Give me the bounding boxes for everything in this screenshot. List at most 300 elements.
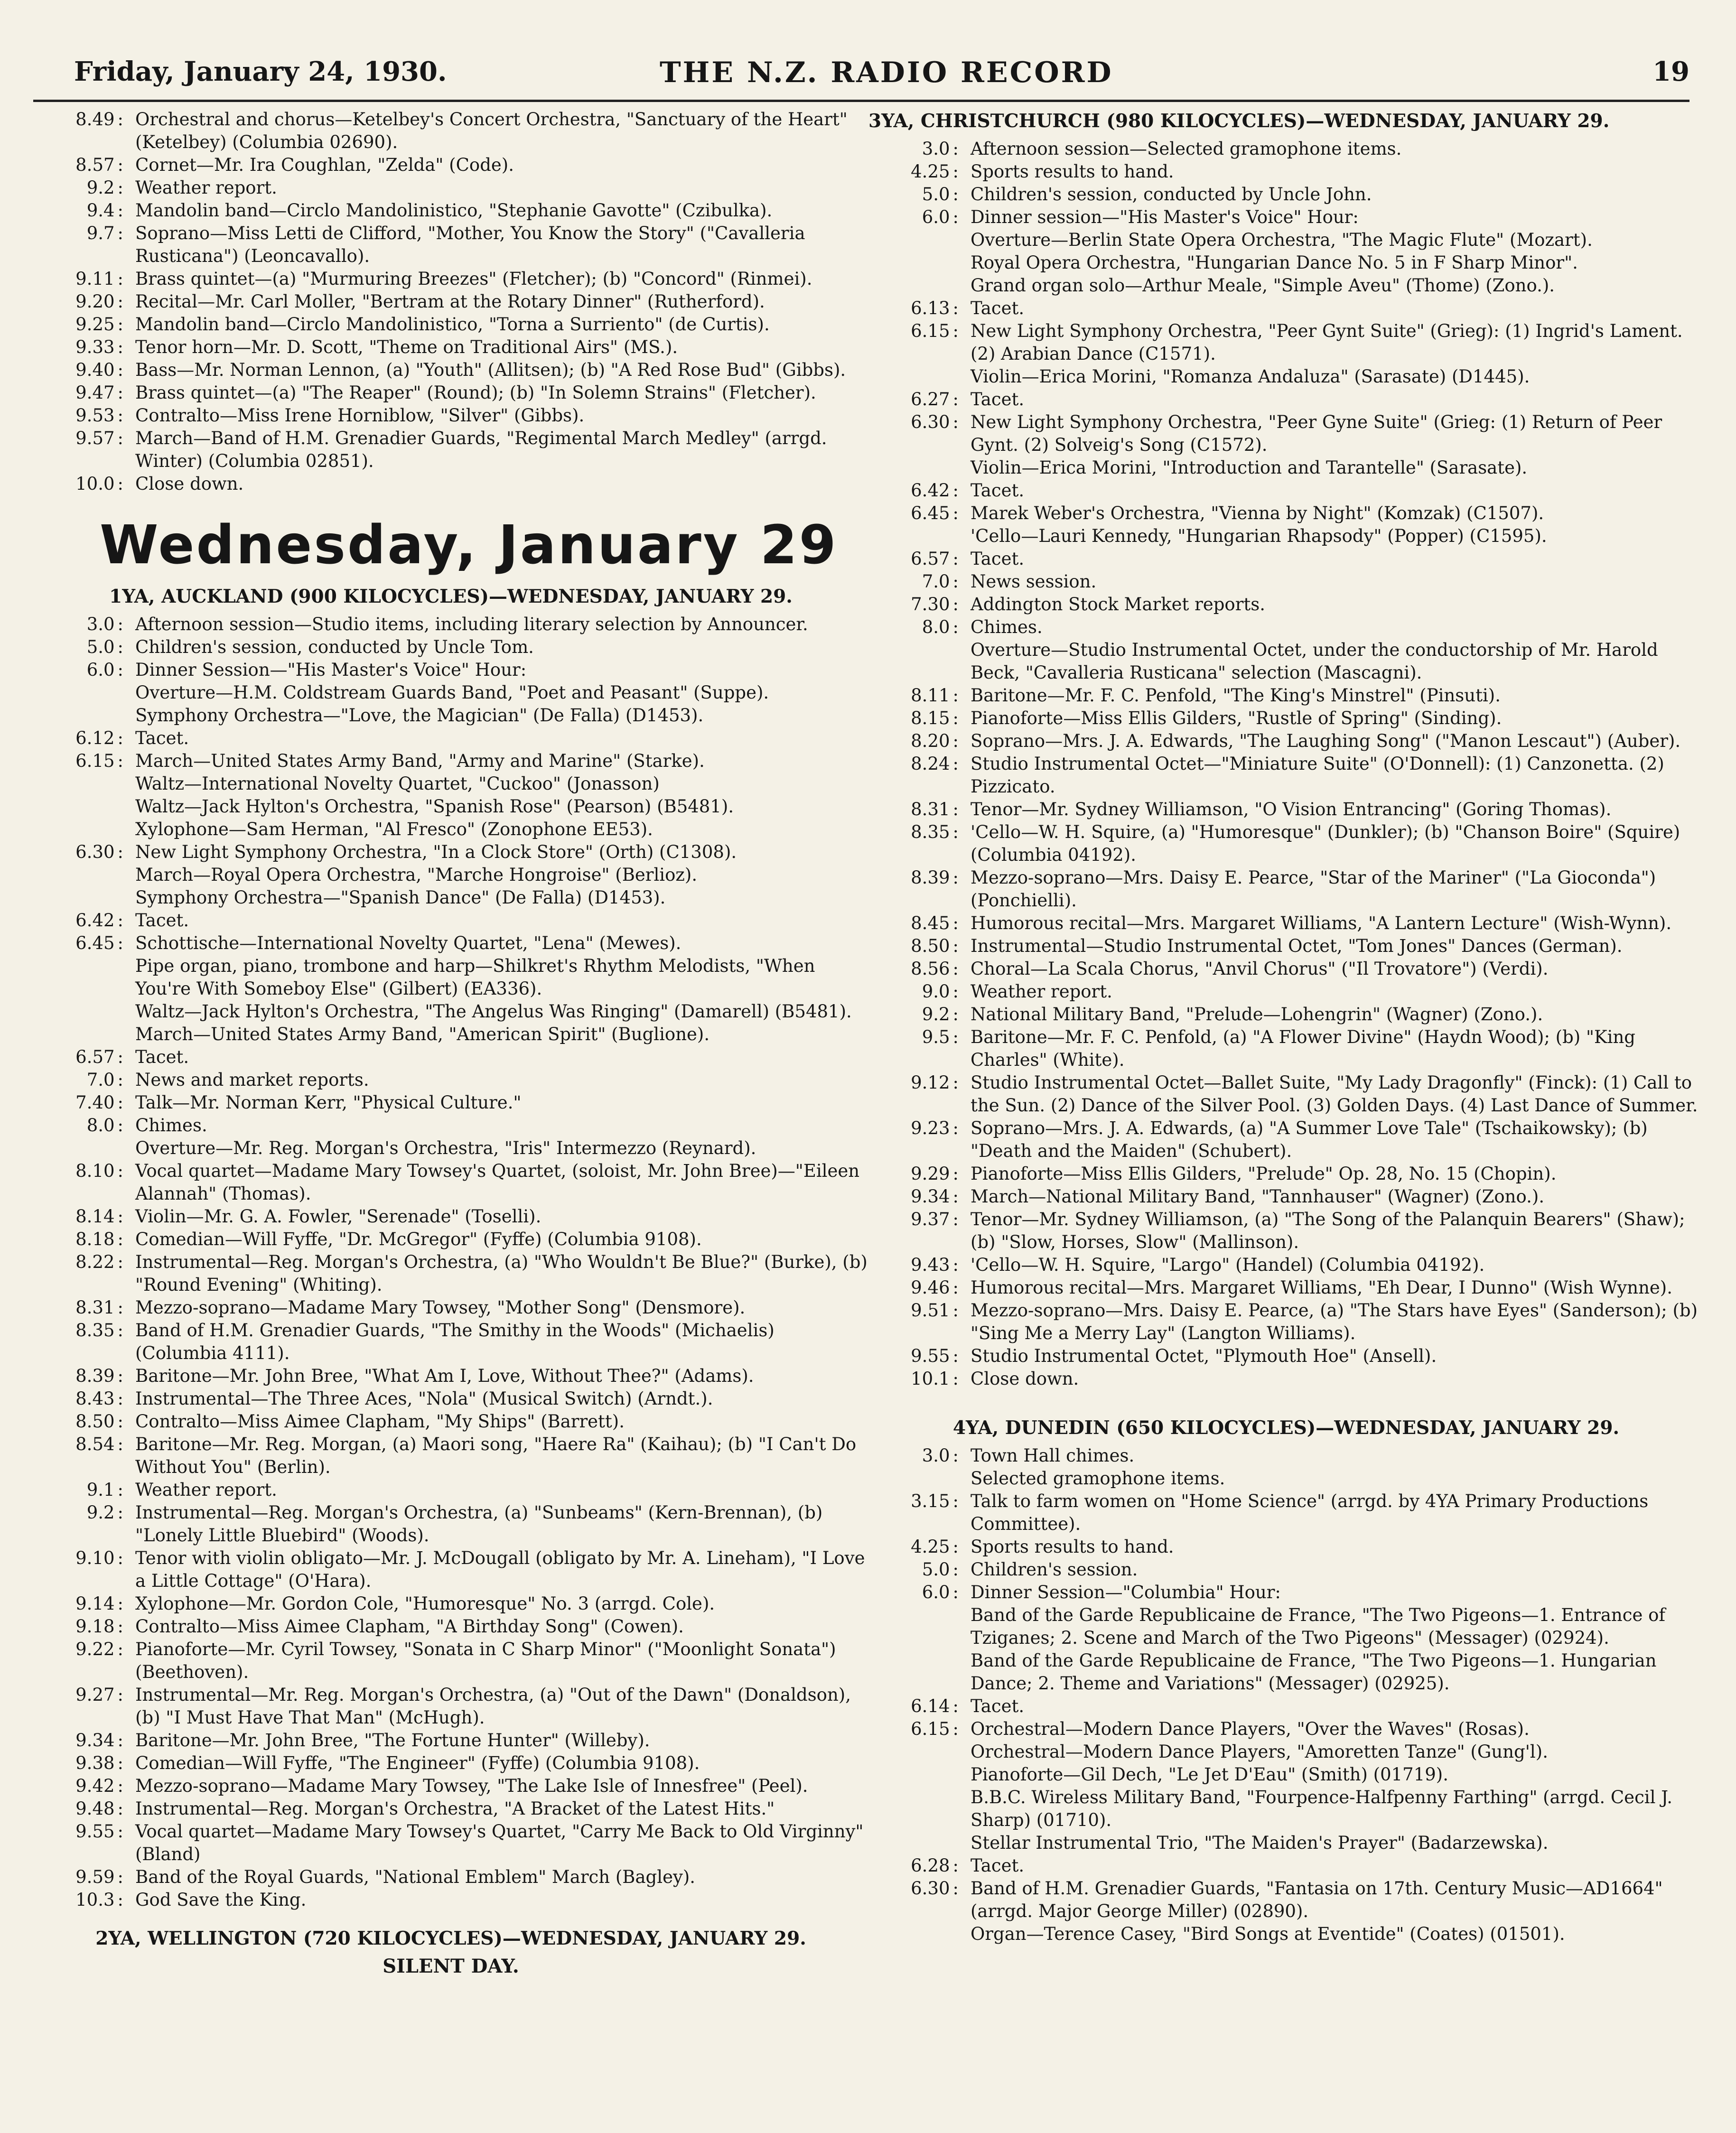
programme-entry — [33, 336, 868, 359]
entry-time: 9.38 : — [33, 1752, 123, 1775]
programme-entry — [868, 1345, 1704, 1368]
programme-entry — [33, 1205, 868, 1228]
entry-subitem: Band of the Garde Republicaine de France, "The Two Pigeons—1. Hungarian Dance; 2. Theme and Variations" (Messager) (02925). — [971, 1650, 1657, 1694]
entry-time: 8.14 : — [33, 1205, 123, 1228]
programme-entry — [33, 1091, 868, 1114]
entry-text: Comedian—Will Fyffe, "The Engineer" (Fyffe) (Columbia 9108). — [135, 1753, 700, 1773]
entry-text: Children's session, conducted by Uncle John. — [971, 184, 1372, 205]
entry-text: Brass quintet—(a) "The Reaper" (Round); (b) "In Solemn Strains" (Fletcher). — [135, 382, 816, 403]
programme-entry — [33, 1251, 868, 1296]
entry-time: 6.13 : — [868, 297, 959, 320]
programme-entry — [868, 411, 1704, 479]
entry-subitem: Overture—H.M. Coldstream Guards Band, "Poet and Peasant" (Suppe). — [135, 682, 769, 703]
entry-time: 6.0 : — [33, 659, 123, 681]
entry-text: Close down. — [135, 474, 244, 494]
entry-time: 10.1 : — [868, 1368, 959, 1390]
entry-time: 8.50 : — [33, 1410, 123, 1433]
programme-entry — [868, 297, 1704, 320]
entry-time: 7.0 : — [868, 570, 959, 593]
entry-time: 6.57 : — [868, 548, 959, 570]
entry-time: 6.15 : — [868, 320, 959, 343]
entry-time: 5.0 : — [33, 636, 123, 659]
entry-subitem: Pianoforte—Gil Dech, "Le Jet D'Eau" (Smith) (01719). — [971, 1764, 1448, 1785]
programme-entry — [33, 1684, 868, 1729]
entry-subitem: Violin—Erica Morini, "Introduction and Tarantelle" (Sarasate). — [971, 457, 1528, 478]
entry-text: 'Cello—W. H. Squire, "Largo" (Handel) (Columbia 04192). — [971, 1255, 1485, 1275]
entry-subitem: Violin—Erica Morini, "Romanza Andaluza" (Sarasate) (D1445). — [971, 366, 1530, 387]
entry-time: 9.7 : — [33, 222, 123, 245]
entry-time: 3.0 : — [868, 1444, 959, 1467]
entry-text: Baritone—Mr. Reg. Morgan, (a) Maori song, "Haere Ra" (Kaihau); (b) "I Can't Do Without You" (Berlin). — [135, 1434, 857, 1477]
entry-subitem: Xylophone—Sam Herman, "Al Fresco" (Zonophone EE53). — [135, 819, 653, 839]
entry-subitem: Pipe organ, piano, trombone and harp—Shilkret's Rhythm Melodists, "When You're With Someboy Else" (Gilbert) (EA336). — [135, 956, 815, 999]
entry-subitem: March—Royal Opera Orchestra, "Marche Hongroise" (Berlioz). — [135, 865, 698, 885]
programme-entry — [33, 290, 868, 313]
programme-entry — [868, 138, 1704, 160]
programme-entry — [868, 1877, 1704, 1946]
entry-text: Tacet. — [135, 910, 189, 931]
entry-time: 9.10 : — [33, 1547, 123, 1570]
entry-text: Mandolin band—Circlo Mandolinistico, "Torna a Surriento" (de Curtis). — [135, 314, 770, 335]
entry-text: Tacet. — [135, 728, 189, 748]
programme-entry — [868, 1490, 1704, 1536]
entry-text: Orchestral—Modern Dance Players, "Over the Waves" (Rosas). — [971, 1719, 1530, 1739]
programme-entry — [33, 1775, 868, 1798]
entry-text: Baritone—Mr. F. C. Penfold, "The King's Minstrel" (Pinsuti). — [971, 685, 1501, 706]
entry-time: 9.37 : — [868, 1208, 959, 1231]
programme-entry — [868, 1003, 1704, 1026]
entry-time: 6.0 : — [868, 1581, 959, 1604]
entry-text: Instrumental—The Three Aces, "Nola" (Musical Switch) (Arndt.). — [135, 1388, 713, 1409]
entry-text: Vocal quartet—Madame Mary Towsey's Quartet, "Carry Me Back to Old Virginny" (Bland) — [135, 1821, 864, 1864]
entry-time: 7.40 : — [33, 1091, 123, 1114]
programme-entry — [33, 1889, 868, 1911]
programme-entry — [33, 1069, 868, 1091]
programme-entry — [33, 1798, 868, 1820]
entry-time: 8.0 : — [33, 1114, 123, 1137]
entry-time: 9.29 : — [868, 1163, 959, 1185]
entry-time: 10.3 : — [33, 1889, 123, 1911]
programme-entry — [868, 980, 1704, 1003]
programme-entry — [868, 1536, 1704, 1558]
entry-text: Dinner Session—"Columbia" Hour: — [971, 1582, 1281, 1602]
entry-text: Instrumental—Reg. Morgan's Orchestra, (a) "Who Wouldn't Be Blue?" (Burke), (b) "Round Evening" (Whiting). — [135, 1252, 868, 1295]
left-column — [33, 108, 868, 1977]
programme-entry — [33, 1365, 868, 1388]
entry-text: Soprano—Mrs. J. A. Edwards, (a) "A Summer Love Tale" (Tschaikowsky); (b) "Death and the Maiden" (Schubert). — [971, 1118, 1648, 1161]
entry-time: 9.51 : — [868, 1299, 959, 1322]
entry-time: 8.35 : — [868, 821, 959, 844]
programme-entry — [33, 359, 868, 382]
entry-text: Chimes. — [135, 1115, 207, 1136]
entry-time: 9.1 : — [33, 1479, 123, 1501]
auckland-programme-list — [33, 613, 868, 1911]
entry-time: 8.10 : — [33, 1160, 123, 1183]
programme-entry — [33, 1160, 868, 1205]
entry-text: Studio Instrumental Octet, "Plymouth Hoe" (Ansell). — [971, 1346, 1437, 1366]
entry-time: 9.2 : — [33, 1501, 123, 1524]
entry-text: Tacet. — [971, 389, 1025, 410]
programme-entry — [868, 912, 1704, 935]
programme-entry — [868, 1299, 1704, 1345]
entry-time: 9.23 : — [868, 1117, 959, 1140]
entry-time: 8.39 : — [868, 866, 959, 889]
page-header — [33, 56, 1689, 94]
programme-entry — [868, 206, 1704, 297]
entry-text: Baritone—Mr. John Bree, "What Am I, Love, Without Thee?" (Adams). — [135, 1366, 754, 1386]
christchurch-programme-list — [868, 138, 1704, 1390]
programme-entry — [33, 1479, 868, 1501]
programme-entry — [868, 570, 1704, 593]
right-column — [868, 108, 1704, 1946]
entry-text: Pianoforte—Miss Ellis Gilders, "Prelude" Op. 28, No. 15 (Chopin). — [971, 1164, 1557, 1184]
entry-time: 9.43 : — [868, 1254, 959, 1276]
entry-time: 6.45 : — [33, 932, 123, 955]
entry-text: Tenor—Mr. Sydney Williamson, "O Vision Entrancing" (Goring Thomas). — [971, 799, 1612, 820]
programme-entry — [33, 932, 868, 1046]
entry-time: 9.25 : — [33, 313, 123, 336]
station-heading-auckland: 1YA, AUCKLAND (900 KILOCYCLES)—WEDNESDAY, JANUARY 29. — [109, 586, 793, 607]
programme-entry — [868, 684, 1704, 707]
entry-text: Humorous recital—Mrs. Margaret Williams, "Eh Dear, I Dunno" (Wish Wynne). — [971, 1277, 1673, 1298]
entry-subitem: Orchestral—Modern Dance Players, "Amoretten Tanze" (Gung'l). — [971, 1742, 1548, 1762]
entry-time: 9.55 : — [868, 1345, 959, 1368]
entry-time: 8.56 : — [868, 958, 959, 980]
entry-time: 9.33 : — [33, 336, 123, 359]
entry-text: Mezzo-soprano—Madame Mary Towsey, "The Lake Isle of Innesfree" (Peel). — [135, 1776, 808, 1796]
entry-time: 6.28 : — [868, 1854, 959, 1877]
entry-time: 6.15 : — [33, 750, 123, 773]
entry-subitem: Symphony Orchestra—"Love, the Magician" (De Falla) (D1453). — [135, 705, 704, 726]
programme-entry — [868, 593, 1704, 616]
programme-entry — [33, 1729, 868, 1752]
programme-entry — [868, 821, 1704, 866]
header-rule — [33, 100, 1689, 102]
entry-text: 'Cello—W. H. Squire, (a) "Humoresque" (Dunkler); (b) "Chanson Boire" (Squire) (Columbia 04192). — [971, 822, 1680, 865]
entry-text: News and market reports. — [135, 1070, 369, 1090]
entry-time: 9.22 : — [33, 1638, 123, 1661]
entry-time: 8.24 : — [868, 753, 959, 775]
programme-entry — [33, 1046, 868, 1069]
entry-subitem: B.B.C. Wireless Military Band, "Fourpence-Halfpenny Farthing" (arrgd. Cecil J. Sharp) (01710). — [971, 1787, 1672, 1830]
entry-time: 7.30 : — [868, 593, 959, 616]
entry-subitem: Royal Opera Orchestra, "Hungarian Dance No. 5 in F Sharp Minor". — [971, 252, 1578, 273]
entry-time: 9.42 : — [33, 1775, 123, 1798]
entry-text: Sports results to hand. — [971, 1537, 1174, 1557]
programme-entry — [33, 427, 868, 473]
entry-time: 6.30 : — [868, 1877, 959, 1900]
entry-text: Instrumental—Reg. Morgan's Orchestra, "A Bracket of the Latest Hits." — [135, 1798, 775, 1819]
entry-text: Mezzo-soprano—Madame Mary Towsey, "Mother Song" (Densmore). — [135, 1297, 746, 1318]
entry-text: Studio Instrumental Octet—"Miniature Suite" (O'Donnell): (1) Canzonetta. (2) Pizzicato. — [971, 754, 1664, 797]
entry-time: 6.27 : — [868, 388, 959, 411]
entry-time: 9.11 : — [33, 268, 123, 290]
programme-entry — [33, 382, 868, 404]
programme-entry — [868, 1254, 1704, 1276]
entry-time: 8.31 : — [33, 1296, 123, 1319]
entry-time: 9.14 : — [33, 1593, 123, 1615]
entry-text: God Save the King. — [135, 1890, 307, 1910]
programme-entry — [868, 183, 1704, 206]
entry-text: Band of H.M. Grenadier Guards, "The Smithy in the Woods" (Michaelis) (Columbia 4111). — [135, 1320, 775, 1363]
programme-entry — [33, 1866, 868, 1889]
entry-subitem: 'Cello—Lauri Kennedy, "Hungarian Rhapsody" (Popper) (C1595). — [971, 526, 1547, 546]
entry-time: 9.40 : — [33, 359, 123, 382]
entry-text: Sports results to hand. — [971, 161, 1174, 182]
entry-text: News session. — [971, 571, 1097, 592]
entry-text: Tacet. — [135, 1047, 189, 1067]
programme-entry — [33, 404, 868, 427]
entry-text: March—United States Army Band, "Army and Marine" (Starke). — [135, 751, 705, 771]
entry-text: Mandolin band—Circlo Mandolinistico, "Stephanie Gavotte" (Czibulka). — [135, 200, 773, 221]
entry-time: 8.57 : — [33, 154, 123, 177]
entry-text: New Light Symphony Orchestra, "Peer Gyne Suite" (Grieg: (1) Return of Peer Gynt. (2) Solveig's Song (C1572). — [971, 412, 1662, 455]
entry-time: 6.42 : — [33, 909, 123, 932]
programme-entry — [33, 1615, 868, 1638]
entry-time: 6.45 : — [868, 502, 959, 525]
programme-entry — [868, 1558, 1704, 1581]
entry-subitem: March—United States Army Band, "American Spirit" (Buglione). — [135, 1024, 710, 1044]
entry-text: Cornet—Mr. Ira Coughlan, "Zelda" (Code). — [135, 155, 514, 175]
programme-entry — [33, 1752, 868, 1775]
entry-text: Schottische—International Novelty Quartet, "Lena" (Mewes). — [135, 933, 681, 953]
programme-entry — [33, 1820, 868, 1866]
entry-time: 8.22 : — [33, 1251, 123, 1274]
programme-entry — [868, 1581, 1704, 1695]
programme-entry — [868, 1368, 1704, 1390]
entry-text: Vocal quartet—Madame Mary Towsey's Quartet, (soloist, Mr. John Bree)—"Eileen Alannah" (Thomas). — [135, 1161, 860, 1204]
entry-subitem: Overture—Berlin State Opera Orchestra, "The Magic Flute" (Mozart). — [971, 230, 1593, 250]
entry-time: 5.0 : — [868, 1558, 959, 1581]
entry-text: Contralto—Miss Irene Horniblow, "Silver" (Gibbs). — [135, 405, 585, 426]
entry-time: 9.55 : — [33, 1820, 123, 1843]
programme-entry — [33, 1296, 868, 1319]
entry-text: Soprano—Mrs. J. A. Edwards, "The Laughing Song" ("Manon Lescaut") (Auber). — [971, 731, 1681, 751]
entry-time: 9.18 : — [33, 1615, 123, 1638]
entry-text: Tacet. — [971, 480, 1025, 501]
entry-time: 8.0 : — [868, 616, 959, 639]
entry-text: Close down. — [971, 1369, 1079, 1389]
entry-time: 9.20 : — [33, 290, 123, 313]
entry-text: Baritone—Mr. John Bree, "The Fortune Hunter" (Willeby). — [135, 1730, 650, 1751]
programme-entry — [33, 613, 868, 636]
entry-time: 9.4 : — [33, 199, 123, 222]
dunedin-programme-list — [868, 1444, 1704, 1946]
entry-text: Town Hall chimes. — [971, 1445, 1135, 1466]
programme-entry — [33, 1410, 868, 1433]
entry-text: Humorous recital—Mrs. Margaret Williams, "A Lantern Lecture" (Wish-Wynn). — [971, 913, 1672, 933]
entry-text: Mezzo-soprano—Mrs. Daisy E. Pearce, "Star of the Mariner" ("La Gioconda") (Ponchielli). — [971, 867, 1656, 911]
entry-text: Recital—Mr. Carl Moller, "Bertram at the Rotary Dinner" (Rutherford). — [135, 291, 765, 312]
entry-time: 8.54 : — [33, 1433, 123, 1456]
programme-entry — [33, 473, 868, 495]
entry-text: Tenor—Mr. Sydney Williamson, (a) "The Song of the Palanquin Bearers" (Shaw); (b) "Slow, Horses, Slow" (Mallinson). — [971, 1209, 1685, 1252]
entry-time: 3.0 : — [33, 613, 123, 636]
programme-entry — [33, 108, 868, 154]
entry-time: 6.12 : — [33, 727, 123, 750]
entry-time: 10.0 : — [33, 473, 123, 495]
entry-text: Contralto—Miss Aimee Clapham, "My Ships" (Barrett). — [135, 1411, 625, 1432]
entry-text: Instrumental—Reg. Morgan's Orchestra, (a) "Sunbeams" (Kern-Brennan), (b) "Lonely Little Bluebird" (Woods). — [135, 1502, 823, 1546]
entry-time: 9.34 : — [33, 1729, 123, 1752]
entry-time: 9.2 : — [33, 177, 123, 199]
entry-time: 9.5 : — [868, 1026, 959, 1049]
entry-time: 9.47 : — [33, 382, 123, 404]
entry-text: Band of H.M. Grenadier Guards, "Fantasia on 17th. Century Music—AD1664" (arrgd. Major George Miller) (02890). — [971, 1878, 1663, 1921]
entry-subitem: Waltz—Jack Hylton's Orchestra, "Spanish Rose" (Pearson) (B5481). — [135, 796, 734, 817]
programme-entry — [868, 502, 1704, 548]
entry-text: Talk—Mr. Norman Kerr, "Physical Culture." — [135, 1092, 522, 1113]
entry-time: 8.39 : — [33, 1365, 123, 1388]
programme-entry — [868, 320, 1704, 388]
programme-entry — [868, 1026, 1704, 1071]
entry-time: 8.11 : — [868, 684, 959, 707]
programme-entry — [868, 707, 1704, 730]
entry-subitem: Organ—Terence Casey, "Bird Songs at Eventide" (Coates) (01501). — [971, 1924, 1565, 1944]
programme-entry — [33, 636, 868, 659]
entry-time: 9.27 : — [33, 1684, 123, 1706]
entry-subitem: Stellar Instrumental Trio, "The Maiden's Prayer" (Badarzewska). — [971, 1833, 1549, 1853]
programme-entry — [33, 727, 868, 750]
entry-subitem: Grand organ solo—Arthur Meale, "Simple Aveu" (Thome) (Zono.). — [971, 275, 1555, 296]
entry-time: 8.18 : — [33, 1228, 123, 1251]
entry-time: 9.34 : — [868, 1185, 959, 1208]
entry-time: 6.15 : — [868, 1718, 959, 1741]
entry-time: 6.14 : — [868, 1695, 959, 1718]
entry-time: 7.0 : — [33, 1069, 123, 1091]
programme-entry — [868, 1071, 1704, 1117]
programme-entry — [33, 1593, 868, 1615]
entry-text: Instrumental—Mr. Reg. Morgan's Orchestra, (a) "Out of the Dawn" (Donaldson), (b) "I Must Have That Man" (McHugh). — [135, 1685, 851, 1728]
entry-text: Xylophone—Mr. Gordon Cole, "Humoresque" No. 3 (arrgd. Cole). — [135, 1593, 715, 1614]
programme-entry — [868, 160, 1704, 183]
programme-entry — [868, 798, 1704, 821]
entry-time: 8.43 : — [33, 1388, 123, 1410]
entry-text: Tacet. — [971, 298, 1025, 318]
programme-entry — [868, 1163, 1704, 1185]
programme-entry — [33, 1638, 868, 1684]
entry-subitem: Waltz—Jack Hylton's Orchestra, "The Angelus Was Ringing" (Damarell) (B5481). — [135, 1001, 852, 1022]
programme-entry — [33, 841, 868, 909]
programme-entry — [33, 1501, 868, 1547]
programme-entry — [33, 154, 868, 177]
previous-programme-list — [33, 108, 868, 495]
entry-time: 9.59 : — [33, 1866, 123, 1889]
entry-subitem: Symphony Orchestra—"Spanish Dance" (De Falla) (D1453). — [135, 887, 666, 908]
programme-entry — [33, 313, 868, 336]
entry-time: 8.45 : — [868, 912, 959, 935]
programme-entry — [868, 753, 1704, 798]
issue-date: Friday, January 24, 1930. — [74, 56, 447, 87]
station-heading-christchurch: 3YA, CHRISTCHURCH (980 KILOCYCLES)—WEDNESDAY, JANUARY 29. — [868, 110, 1610, 132]
programme-entry — [33, 1319, 868, 1365]
entry-time: 9.12 : — [868, 1071, 959, 1094]
programme-entry — [33, 1433, 868, 1479]
programme-entry — [868, 388, 1704, 411]
entry-text: Weather report. — [135, 1480, 277, 1500]
entry-time: 8.49 : — [33, 108, 123, 131]
entry-time: 9.0 : — [868, 980, 959, 1003]
entry-text: Violin—Mr. G. A. Fowler, "Serenade" (Toselli). — [135, 1206, 541, 1227]
entry-text: Children's session, conducted by Uncle Tom. — [135, 637, 534, 657]
entry-time: 4.25 : — [868, 160, 959, 183]
programme-entry — [868, 1185, 1704, 1208]
entry-time: 6.30 : — [868, 411, 959, 434]
programme-entry — [33, 1388, 868, 1410]
entry-text: Pianoforte—Mr. Cyril Towsey, "Sonata in C Sharp Minor" ("Moonlight Sonata") (Beethoven). — [135, 1639, 836, 1682]
programme-entry — [868, 1718, 1704, 1854]
station-heading-wellington: 2YA, WELLINGTON (720 KILOCYCLES)—WEDNESDAY, JANUARY 29. — [95, 1928, 806, 1949]
entry-text: Weather report. — [135, 177, 277, 198]
programme-entry — [868, 479, 1704, 502]
programme-entry — [868, 1276, 1704, 1299]
entry-subitem: Band of the Garde Republicaine de France, "The Two Pigeons—1. Entrance of Tziganes; 2. Scene and March of the Two Pigeons" (Messager) (02924). — [971, 1605, 1666, 1648]
day-banner: Wednesday, January 29 — [100, 514, 838, 576]
programme-entry — [868, 548, 1704, 570]
programme-entry — [868, 1695, 1704, 1718]
entry-subitem: Overture—Mr. Reg. Morgan's Orchestra, "Iris" Intermezzo (Reynard). — [135, 1138, 756, 1158]
programme-entry — [33, 199, 868, 222]
entry-time: 9.46 : — [868, 1276, 959, 1299]
programme-entry — [33, 909, 868, 932]
entry-text: Choral—La Scala Chorus, "Anvil Chorus" ("Il Trovatore") (Verdi). — [971, 959, 1549, 979]
entry-time: 4.25 : — [868, 1536, 959, 1558]
entry-text: Addington Stock Market reports. — [971, 594, 1265, 615]
entry-text: Afternoon session—Selected gramophone items. — [971, 139, 1402, 159]
programme-entry — [868, 1208, 1704, 1254]
entry-time: 9.48 : — [33, 1798, 123, 1820]
entry-time: 8.31 : — [868, 798, 959, 821]
programme-entry — [33, 268, 868, 290]
programme-entry — [868, 935, 1704, 958]
publication-title: THE N.Z. RADIO RECORD — [660, 56, 1113, 89]
entry-time: 9.53 : — [33, 404, 123, 427]
entry-text: Comedian—Will Fyffe, "Dr. McGregor" (Fyffe) (Columbia 9108). — [135, 1229, 702, 1249]
entry-time: 6.30 : — [33, 841, 123, 864]
entry-text: Tacet. — [971, 1696, 1025, 1716]
entry-subitem: Waltz—International Novelty Quartet, "Cuckoo" (Jonasson) — [135, 773, 660, 794]
entry-text: National Military Band, "Prelude—Lohengrin" (Wagner) (Zono.). — [971, 1004, 1543, 1025]
entry-text: Mezzo-soprano—Mrs. Daisy E. Pearce, (a) "The Stars have Eyes" (Sanderson); (b) "Sing Me a Merry Lay" (Langton Williams). — [971, 1300, 1698, 1343]
programme-entry — [868, 1854, 1704, 1877]
programme-entry — [33, 177, 868, 199]
entry-time: 9.2 : — [868, 1003, 959, 1026]
programme-entry — [868, 958, 1704, 980]
programme-entry — [33, 1228, 868, 1251]
entry-time: 6.57 : — [33, 1046, 123, 1069]
entry-time: 6.42 : — [868, 479, 959, 502]
entry-text: Talk to farm women on "Home Science" (arrgd. by 4YA Primary Productions Committee). — [971, 1491, 1649, 1534]
entry-subitem: Overture—Studio Instrumental Octet, under the conductorship of Mr. Harold Beck, "Cavalleria Rusticana" selection (Mascagni). — [971, 640, 1658, 683]
entry-text: Band of the Royal Guards, "National Emblem" March (Bagley). — [135, 1867, 696, 1887]
entry-text: Weather report. — [971, 981, 1112, 1002]
entry-time: 8.50 : — [868, 935, 959, 958]
programme-entry — [33, 659, 868, 727]
entry-time: 9.57 : — [33, 427, 123, 450]
entry-text: Tenor with violin obligato—Mr. J. McDougall (obligato by Mr. A. Lineham), "I Love a Little Cottage" (O'Hara). — [135, 1548, 865, 1591]
entry-text: Contralto—Miss Aimee Clapham, "A Birthday Song" (Cowen). — [135, 1616, 684, 1637]
entry-time: 3.0 : — [868, 138, 959, 160]
entry-time: 8.15 : — [868, 707, 959, 730]
entry-text: Brass quintet—(a) "Murmuring Breezes" (Fletcher); (b) "Concord" (Rinmei). — [135, 269, 812, 289]
programme-entry — [868, 730, 1704, 753]
entry-text: Children's session. — [971, 1559, 1138, 1580]
programme-entry — [33, 1547, 868, 1593]
programme-entry — [868, 1117, 1704, 1163]
entry-text: Chimes. — [971, 617, 1043, 637]
entry-time: 6.0 : — [868, 206, 959, 229]
station-heading-dunedin: 4YA, DUNEDIN (650 KILOCYCLES)—WEDNESDAY, JANUARY 29. — [952, 1417, 1620, 1439]
